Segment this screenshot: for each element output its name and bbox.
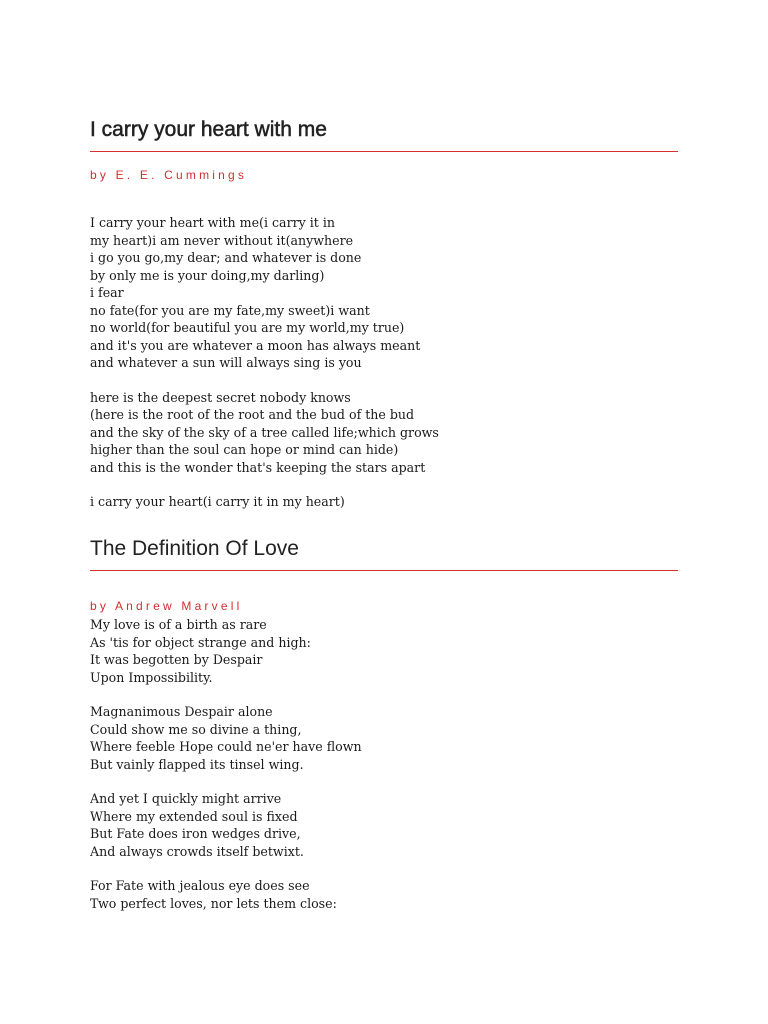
- poem-line: Where feeble Hope could ne'er have flown: [90, 739, 362, 754]
- stanza: [90, 214, 678, 372]
- poem-line: As 'tis for object strange and high:: [90, 634, 311, 650]
- poem-line: i fear: [90, 285, 124, 300]
- poem-line: For Fate with jealous eye does see: [90, 878, 310, 893]
- poem-line: here is the deepest secret nobody knows: [90, 389, 351, 405]
- poem-author: by Andrew Marvell: [90, 599, 243, 613]
- stanza: [90, 389, 678, 477]
- stanza: [90, 877, 678, 912]
- stanza: [90, 493, 678, 511]
- poem-line: and this is the wonder that's keeping the stars apart: [90, 459, 426, 475]
- poem-line: i go you go,my dear; and whatever is done: [90, 250, 362, 265]
- poem-author: by E. E. Cummings: [90, 168, 248, 182]
- poem-line: and it's you are whatever a moon has always meant: [90, 337, 421, 353]
- poem-line: Where my extended soul is fixed: [90, 808, 298, 824]
- poem-cummings: [90, 117, 678, 511]
- poem-line: Magnanimous Despair alone: [90, 704, 273, 719]
- poem-line: Upon Impossibility.: [90, 669, 213, 685]
- stanza: [90, 790, 678, 860]
- poem-line: by only me is your doing,my darling): [90, 267, 325, 283]
- poem-line: my heart)i am never without it(anywhere: [90, 232, 354, 248]
- poem-line: and the sky of the sky of a tree called life;which grows: [90, 424, 439, 440]
- poem-line: It was begotten by Despair: [90, 652, 263, 667]
- poem-line: Could show me so divine a thing,: [90, 721, 302, 737]
- poem-line: But Fate does iron wedges drive,: [90, 826, 301, 841]
- poem-line: My love is of a birth as rare: [90, 617, 267, 632]
- poem-line: i carry your heart(i carry it in my heart): [90, 494, 345, 509]
- poem-marvell: [90, 536, 678, 912]
- poem-title: The Definition Of Love: [90, 536, 678, 571]
- stanza: [90, 703, 678, 773]
- poem-line: Two perfect loves, nor lets them close:: [90, 895, 337, 911]
- poem-line: I carry your heart with me(i carry it in: [90, 215, 335, 230]
- stanza: [90, 616, 678, 686]
- poem-line: no world(for beautiful you are my world,my true): [90, 320, 405, 335]
- poem-line: And yet I quickly might arrive: [90, 791, 282, 806]
- poem-line: higher than the soul can hope or mind can hide): [90, 442, 399, 457]
- poem-line: (here is the root of the root and the bud of the bud: [90, 407, 415, 422]
- poem-line: But vainly flapped its tinsel wing.: [90, 756, 304, 772]
- poem-title: I carry your heart with me: [90, 117, 678, 152]
- poem-line: no fate(for you are my fate,my sweet)i want: [90, 302, 370, 318]
- poem-line: and whatever a sun will always sing is you: [90, 355, 362, 370]
- poem-line: And always crowds itself betwixt.: [90, 843, 304, 859]
